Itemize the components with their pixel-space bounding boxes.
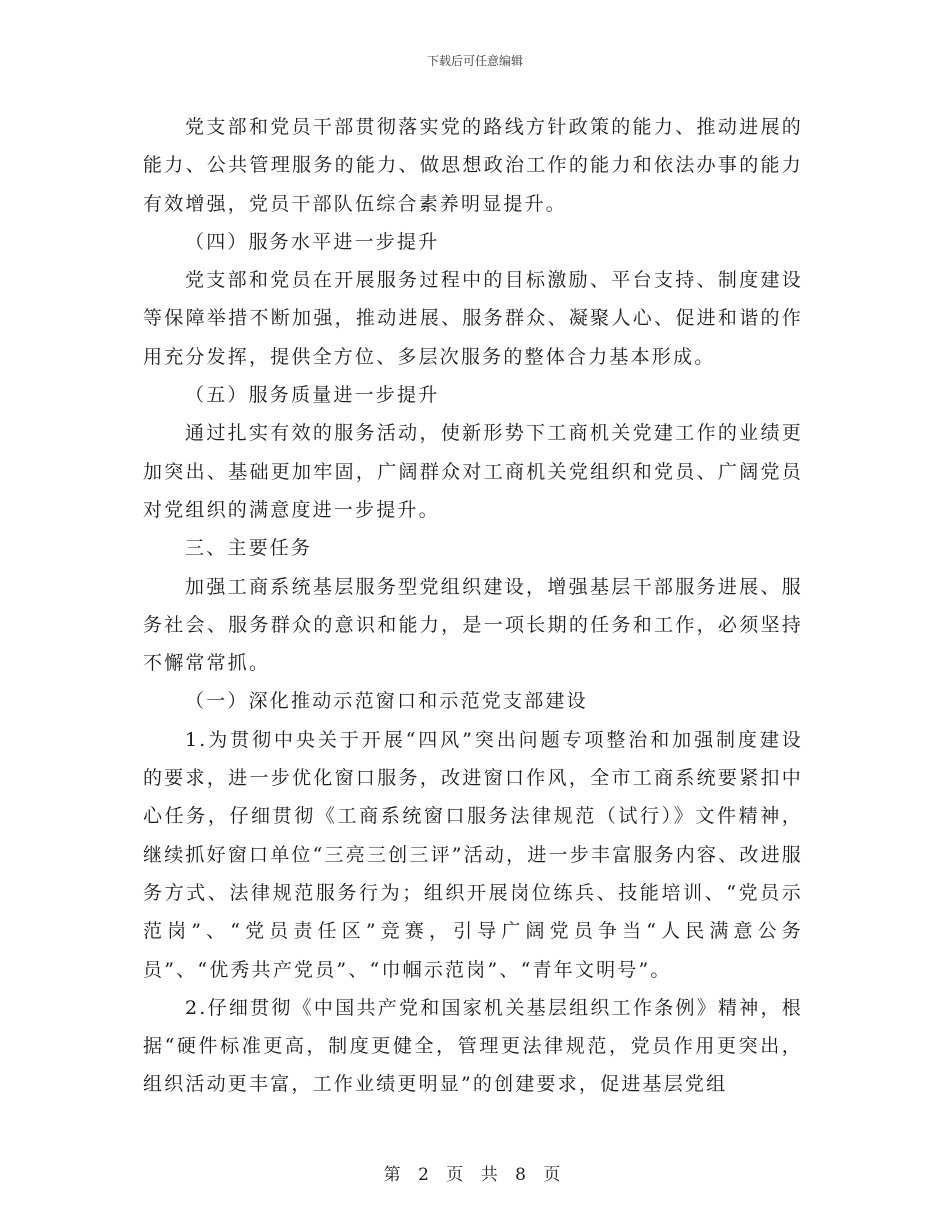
body-paragraph: 2.仔细贯彻《中国共产党和国家机关基层组织工作条例》精神，根据“硬件标准更高，制度更健全，管理更法律规范，党员作用更突出，组织活动更丰富，工作业绩更明显”的创建要求，促进基层党组 [143,996,803,1096]
section-heading-5: （五）服务质量进一步提升 [185,384,440,407]
section-heading-main-tasks: 三、主要任务 [185,537,313,560]
page-number: 第 2 页 共 8 页 [383,1165,567,1185]
section-heading-1: （一）深化推动示范窗口和示范党支部建设 [185,690,588,713]
document-body [143,108,803,1104]
body-paragraph: 党支部和党员在开展服务过程中的目标激励、平台支持、制度建设等保障举措不断加强，推动进展、服务群众、凝聚人心、促进和谐的作用充分发挥，提供全方位、多层次服务的整体合力基本形成。 [143,269,803,368]
header-note: 下载后可任意编辑 [426,54,523,68]
body-paragraph: 党支部和党员干部贯彻落实党的路线方针政策的能力、推动进展的能力、公共管理服务的能力、做思想政治工作的能力和依法办事的能力有效增强，党员干部队伍综合素养明显提升。 [143,116,803,215]
section-heading-4: （四）服务水平进一步提升 [185,230,440,253]
body-paragraph: 加强工商系统基层服务型党组织建设，增强基层干部服务进展、服务社会、服务群众的意识和能力，是一项长期的任务和工作，必须坚持不懈常常抓。 [143,575,803,675]
body-paragraph: 通过扎实有效的服务活动，使新形势下工商机关党建工作的业绩更加突出、基础更加牢固，广阔群众对工商机关党组织和党员、广阔党员对党组织的满意度进一步提升。 [143,422,803,521]
body-paragraph: 1.为贯彻中央关于开展“四风”突出问题专项整治和加强制度建设的要求，进一步优化窗口服务，改进窗口作风，全市工商系统要紧扣中心任务，仔细贯彻《工商系统窗口服务法律规范（试行）》文件精神，继续抓好窗口单位“三亮三创三评”活动，进一步丰富服务内容、改进服务方式、法律规范服务行为；组织开展岗位练兵、技能培训、“党员示范岗”、“党员责任区”竞赛，引导广阔党员争当“人民满意公务员”、“优秀共产党员”、“巾帼示范岗”、“青年文明号”。 [143,728,803,981]
